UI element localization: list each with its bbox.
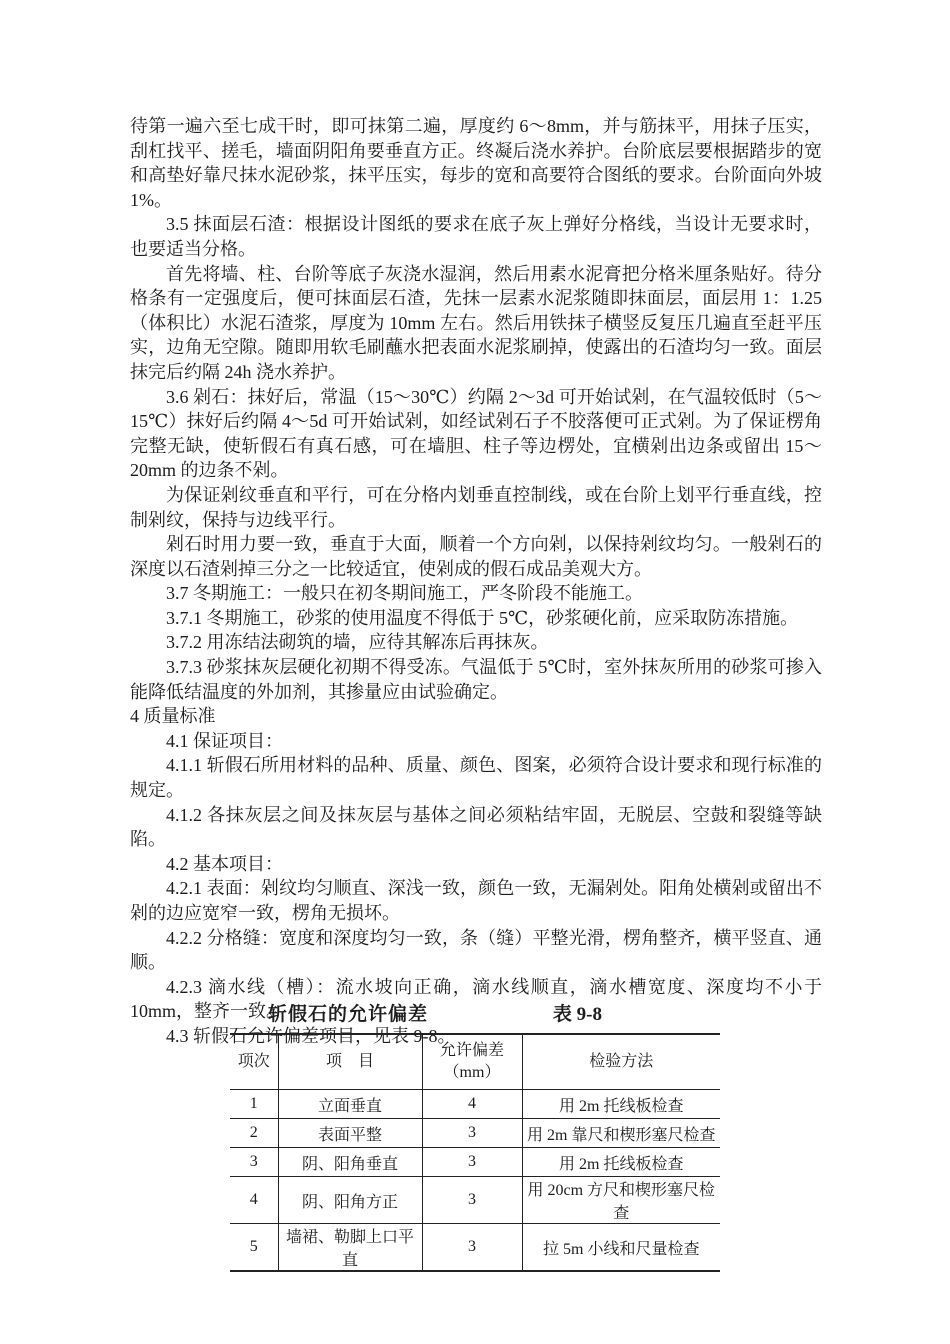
para-4-2-3: 4.2.3 滴水线（槽）：流水坡向正确，滴水线顺直，滴水槽宽度、深度均不小于 10mm，整齐一致。: [130, 976, 822, 1022]
cell-method: 用 20cm 方尺和楔形塞尺检查: [522, 1177, 720, 1224]
cell-dev: 3: [422, 1148, 522, 1177]
cell-item: 阴、阳角方正: [278, 1177, 422, 1224]
cell-dev: 4: [422, 1090, 522, 1119]
table-row: [230, 1177, 720, 1224]
para-3-7-3: 3.7.3 砂浆抹灰层硬化初期不得受冻。气温低于 5℃时，室外抹灰所用的砂浆可掺入能降低结温度的外加剂，其掺量应由试验确定。: [130, 657, 822, 702]
para-3-7-2: 3.7.2 用冻结法砌筑的墙，应待其解冻后再抹灰。: [166, 632, 549, 653]
table-caption-row: [230, 1002, 720, 1028]
table-row: [230, 1090, 720, 1119]
para-3-7-1: 3.7.1 冬期施工，砂浆的使用温度不得低于 5℃，砂浆硬化前，应采取防冻措施。: [166, 607, 799, 628]
para-4-2: 4.2 基本项目：: [166, 853, 283, 874]
para-3-6-control-lines: 为保证剁纹垂直和平行，可在分格内划垂直控制线，或在台阶上划平行垂直线，控制剁纹，保持与边线平行。: [130, 484, 822, 530]
cell-item: 立面垂直: [278, 1090, 422, 1119]
cell-index: 2: [230, 1119, 278, 1148]
col-header-deviation-line2: （mm）: [443, 1064, 501, 1081]
cell-index: 1: [230, 1090, 278, 1119]
body-text: [130, 114, 822, 1049]
cell-method: 用 2m 靠尺和楔形塞尺检查: [522, 1119, 720, 1148]
table-number: 表 9-8: [552, 1004, 602, 1025]
cell-item: 表面平整: [278, 1119, 422, 1148]
para-4-1-2: 4.1.2 各抹灰层之间及抹灰层与基体之间必须粘结牢固，无脱层、空鼓和裂缝等缺陷。: [130, 804, 822, 850]
cell-method: 拉 5m 小线和尺量检查: [543, 1240, 700, 1258]
cell-dev: 3: [422, 1177, 522, 1224]
para-4-1: 4.1 保证项目：: [166, 730, 283, 751]
para-4-1-1: 4.1.1 斩假石所用材料的品种、质量、颜色、图案，必须符合设计要求和现行标准的规定。: [130, 755, 822, 801]
para-3-7: 3.7 冬期施工：一般只在初冬期间施工，严冬阶段不能施工。: [166, 583, 643, 604]
deviation-table-section: [230, 1002, 720, 1272]
para-finish-coat-continued: 待第一遍六至七成干时，即可抹第二遍，厚度约 6～8mm，并与筋抹平，用抹子压实，刮杠找平、搓毛，墙面阴阳角要垂直方正。终凝后浇水养护。台阶底层要根据踏步的宽和高垫好靠尺抹水泥砂浆，抹平压实，每步的宽和高要符合图纸的要求。台阶面向外坡 1%。: [130, 116, 822, 210]
allowable-deviation-table: [230, 1033, 720, 1272]
col-header-deviation: [422, 1034, 522, 1090]
col-header-item: 项 目: [278, 1034, 422, 1090]
table-row: [230, 1224, 720, 1272]
para-3-6-chisel-force: 剁石时用力要一致，垂直于大面，顺着一个方向剁，以保持剁纹均匀。一般剁石的深度以石渣剁掉三分之一比较适宜，使剁成的假石成品美观大方。: [130, 534, 822, 579]
para-4-3: 4.3 斩假石允许偏差项目，见表 9-8。: [166, 1025, 456, 1046]
cell-item: 墙裙、勒脚上口平直: [278, 1224, 422, 1272]
cell-index: 4: [230, 1177, 278, 1224]
para-4-2-2: 4.2.2 分格缝：宽度和深度均匀一致，条（缝）平整光滑，楞角整齐，横平竖直、通顺。: [130, 927, 822, 973]
cell-index: 3: [230, 1148, 278, 1177]
para-3-5: 3.5 抹面层石渣：根据设计图纸的要求在底子灰上弹好分格线，当设计无要求时，也要适当分格。: [130, 214, 822, 259]
para-3-5-detail: 首先将墙、柱、台阶等底子灰浇水湿润，然后用素水泥膏把分格米厘条贴好。待分格条有一定强度后，便可抹面层石渣，先抹一层素水泥浆随即抹面层，面层用 1：1.25（体积比）水泥石渣浆，厚度为 10mm 左右。然后用铁抹子横竖反复压几遍直至赶平压实，边角无空隙。随即用软毛刷蘸水把表面水泥浆刷掉，使露出的石渣均匀一致。面层抹完后约隔 24h 浇水养护。: [130, 263, 822, 382]
cell-item: 阴、阳角垂直: [278, 1148, 422, 1177]
table-header-row: [230, 1034, 720, 1090]
para-4-2-1: 4.2.1 表面：剁纹均匀顺直、深浅一致，颜色一致，无漏剁处。阳角处横剁或留出不剁的边应宽窄一致，楞角无损坏。: [130, 878, 822, 923]
heading-4-quality-standard: 4 质量标准: [130, 706, 216, 727]
table-caption: 斩假石的允许偏差: [268, 1004, 429, 1025]
cell-method: 用 2m 托线板检查: [522, 1090, 720, 1119]
para-3-6: 3.6 剁石：抹好后，常温（15～30℃）约隔 2～3d 可开始试剁，在气温较低时（5～15℃）抹好后约隔 4～5d 可开始试剁，如经试剁石子不胶落便可正式剁。为了保证楞角完整无缺，使斩假石有真石感，可在墙胆、柱子等边楞处，宜横剁出边条或留出 15～20mm 的边条不剁。: [130, 386, 822, 481]
col-header-method: 检验方法: [522, 1034, 720, 1090]
col-header-deviation-line1: 允许偏差: [439, 1042, 504, 1059]
table-row: [230, 1148, 720, 1177]
col-header-index: 项次: [230, 1034, 278, 1090]
cell-index: 5: [230, 1224, 278, 1272]
cell-method: 用 2m 托线板检查: [522, 1148, 720, 1177]
table-row: [230, 1119, 720, 1148]
cell-dev: 3: [422, 1224, 522, 1272]
cell-dev: 3: [422, 1119, 522, 1148]
